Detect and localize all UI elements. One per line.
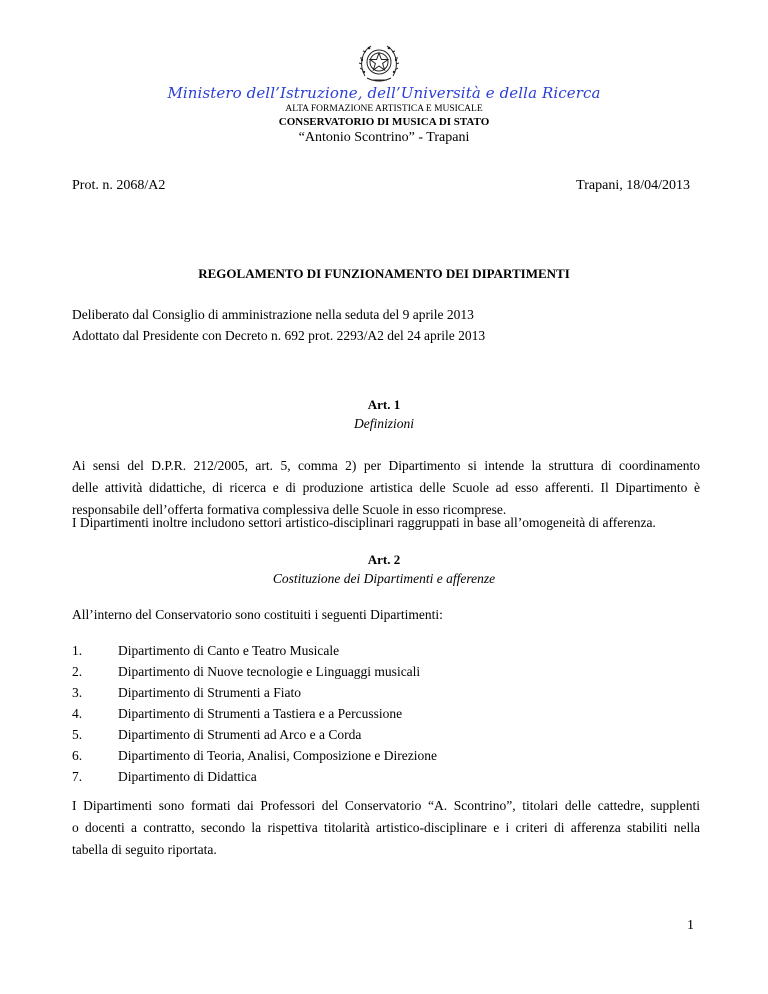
conservatorio-label: CONSERVATORIO DI MUSICA DI STATO: [278, 116, 490, 128]
adoption-line: Adottato dal Presidente con Decreto n. 692 prot. 2293/A2 del 24 aprile 2013: [72, 328, 486, 343]
article-2-intro: [72, 604, 700, 626]
department-name: Dipartimento di Teoria, Analisi, Composizione e Direzione: [118, 748, 437, 763]
list-number: 4.: [72, 706, 83, 721]
list-number: 7.: [72, 769, 83, 784]
article-2-subheading: Costituzione dei Dipartimenti e afferenze: [272, 571, 496, 586]
paragraph-line: I Dipartimenti sono formati dai Professori del Conservatorio “A. Scontrino”, titolari delle cattedre, supplenti: [72, 798, 700, 813]
article-1-paragraph-2: [72, 512, 700, 534]
department-name: Dipartimento di Strumenti a Fiato: [118, 685, 301, 700]
ministry-name: Ministero dell’Istruzione, dell’Università e della Ricerca: [167, 84, 601, 102]
department-name: Dipartimento di Strumenti ad Arco e a Corda: [118, 727, 362, 742]
department-name: Dipartimento di Strumenti a Tastiera e a Percussione: [118, 706, 403, 721]
list-number: 5.: [72, 727, 83, 742]
article-1-heading: Art. 1: [367, 397, 401, 412]
afam-label: ALTA FORMAZIONE ARTISTICA E MUSICALE: [285, 104, 483, 114]
list-item: [72, 745, 437, 766]
paragraph-line: responsabile dell’offerta formativa complessiva delle Scuole in esso ricomprese.: [72, 502, 507, 517]
place-date: Trapani, 18/04/2013: [576, 178, 690, 193]
paragraph-line: Ai sensi del D.P.R. 212/2005, art. 5, comma 2) per Dipartimento si intende la struttura di coordinamento: [72, 458, 700, 473]
document-title: REGOLAMENTO DI FUNZIONAMENTO DEI DIPARTIMENTI: [198, 266, 570, 281]
list-item: [72, 724, 437, 745]
department-name: Dipartimento di Canto e Teatro Musicale: [118, 643, 340, 658]
list-number: 2.: [72, 664, 83, 679]
article-1-subheading: Definizioni: [354, 416, 414, 431]
list-item: [72, 661, 437, 682]
article-2-closing-paragraph: [72, 795, 700, 861]
paragraph-line: I Dipartimenti inoltre includono settori artistico-disciplinari raggruppati in base all’omogeneità di afferenza.: [72, 515, 656, 530]
conservatorio-name-city: “Antonio Scontrino” - Trapani: [298, 130, 470, 145]
list-number: 6.: [72, 748, 83, 763]
paragraph-line: All’interno del Conservatorio sono costituiti i seguenti Dipartimenti:: [72, 607, 443, 622]
article-2-heading: Art. 2: [367, 552, 401, 567]
list-number: 1.: [72, 643, 83, 658]
paragraph-line: delle attività didattiche, di ricerca e di produzione artistica delle Scuole ad esso afferenti. Il Dipartimento è: [72, 480, 700, 495]
list-item: [72, 640, 437, 661]
department-name: Dipartimento di Didattica: [118, 769, 257, 784]
page-number: 1: [687, 918, 694, 933]
deliberation-block: [72, 304, 485, 346]
department-name: Dipartimento di Nuove tecnologie e Linguaggi musicali: [118, 664, 421, 679]
paragraph-line: tabella di seguito riportata.: [72, 842, 217, 857]
deliberation-line: Deliberato dal Consiglio di amministrazione nella seduta del 9 aprile 2013: [72, 307, 474, 322]
list-item: [72, 703, 437, 724]
list-item: [72, 766, 437, 787]
departments-list: [72, 640, 437, 787]
italian-republic-emblem-icon: [357, 40, 401, 86]
paragraph-line: o docenti a contratto, secondo la rispettiva titolarità artistico-disciplinare e i criteri di afferenza stabiliti nella: [72, 820, 700, 835]
protocol-number: Prot. n. 2068/A2: [72, 178, 166, 193]
list-number: 3.: [72, 685, 83, 700]
list-item: [72, 682, 437, 703]
